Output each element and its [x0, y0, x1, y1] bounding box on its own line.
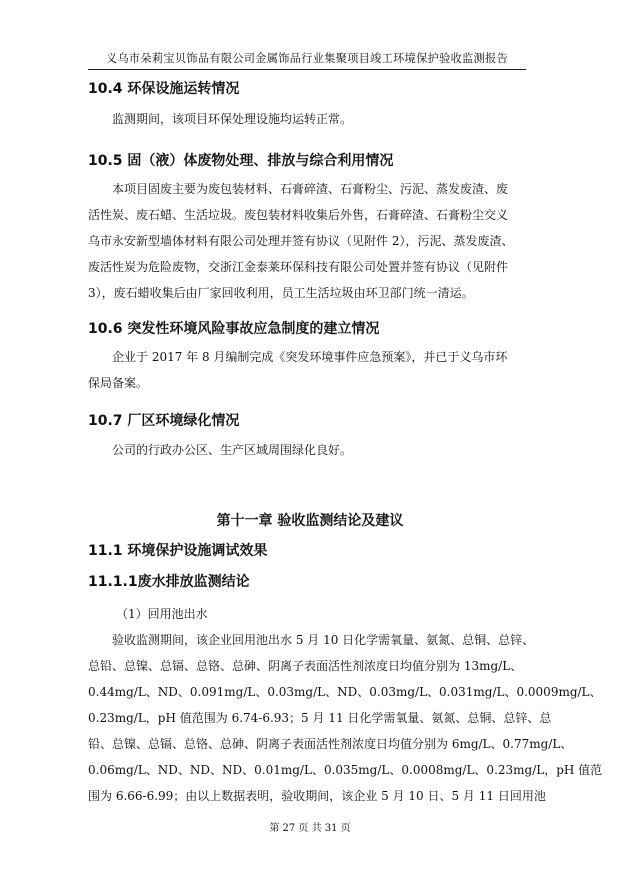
paragraph-line: 铅、总镍、总镉、总铬、总砷、阴离子表面活性剂浓度日均值分别为 6mg/L、0.77mg/L、 — [88, 737, 573, 751]
section-heading-10-7: 10.7 厂区环境绿化情况 — [88, 413, 240, 429]
paragraph-line: 监测期间，该项目环保处理设施均运转正常。 — [112, 112, 353, 126]
paragraph-line: 公司的行政办公区、生产区域周围绿化良好。 — [112, 443, 353, 457]
paragraph-line: 围为 6.66-6.99；由以上数据表明，验收期间，该企业 5 月 10 日、5 月 11 日回用池 — [88, 789, 546, 803]
paragraph-10-6 — [88, 344, 532, 396]
subsection-label — [88, 601, 532, 627]
section-heading-10-6: 10.6 突发性环境风险事故应急制度的建立情况 — [88, 321, 380, 337]
paragraph-line: 废活性炭为危险废物，交浙江金泰莱环保科技有限公司处置并签有协议（见附件 — [88, 260, 509, 274]
paragraph-line: 保局备案。 — [88, 376, 149, 390]
section-heading-10-4: 10.4 环保设施运转情况 — [88, 81, 240, 97]
paragraph-10-4 — [88, 106, 532, 132]
paragraph-10-7 — [88, 437, 532, 463]
section-heading-10-5: 10.5 固（液）体废物处理、排放与综合利用情况 — [88, 153, 394, 169]
paragraph-line: 验收监测期间，该企业回用池出水 5 月 10 日化学需氧量、氨氮、总铜、总锌、 — [112, 633, 535, 647]
chapter-title: 第十一章 验收监测结论及建议 — [216, 513, 404, 529]
paragraph-line: 0.23mg/L，pH 值范围为 6.74-6.93；5 月 11 日化学需氧量、氨氮、总铜、总锌、总 — [88, 711, 552, 725]
paragraph-line: 总铅、总镍、总镉、总铬、总砷、阴离子表面活性剂浓度日均值分别为 13mg/L、 — [88, 659, 523, 673]
paragraph-10-5 — [88, 176, 532, 306]
section-heading-11-1: 11.1 环境保护设施调试效果 — [88, 543, 268, 559]
paragraph-line: 本项目固废主要为废包装材料、石膏碎渣、石膏粉尘、污泥、蒸发废渣、废 — [112, 182, 509, 196]
paragraph-line: 乌市永安新型墙体材料有限公司处理并签有协议（见附件 2），污泥、蒸发废渣、 — [88, 234, 514, 248]
paragraph-line: 0.44mg/L、ND、0.091mg/L、0.03mg/L、ND、0.03mg/L、0.031mg/L、0.0009mg/L、 — [88, 685, 602, 699]
page-header: 义乌市朵莉宝贝饰品有限公司金属饰品行业集聚项目竣工环境保护验收监测报告 — [88, 50, 526, 70]
section-heading-11-1-1: 11.1.1废水排放监测结论 — [88, 574, 250, 590]
paragraph-line: 活性炭、废石蜡、生活垃圾。废包装材料收集后外售，石膏碎渣、石膏粉尘交义 — [88, 208, 509, 222]
paragraph-line: 0.06mg/L、ND、ND、ND、0.01mg/L、0.035mg/L、0.0008mg/L、0.23mg/L，pH 值范 — [88, 763, 603, 777]
paragraph-line: 企业于 2017 年 8 月编制完成《突发环境事件应急预案》，并已于义乌市环 — [112, 350, 508, 364]
paragraph-line: （1）回用池出水 — [116, 607, 208, 621]
page-number-footer: 第 27 页 共 31 页 — [269, 823, 351, 834]
paragraph-line: 3），废石蜡收集后由厂家回收利用，员工生活垃圾由环卫部门统一清运。 — [88, 286, 474, 300]
paragraph-11-1-1 — [88, 627, 603, 809]
